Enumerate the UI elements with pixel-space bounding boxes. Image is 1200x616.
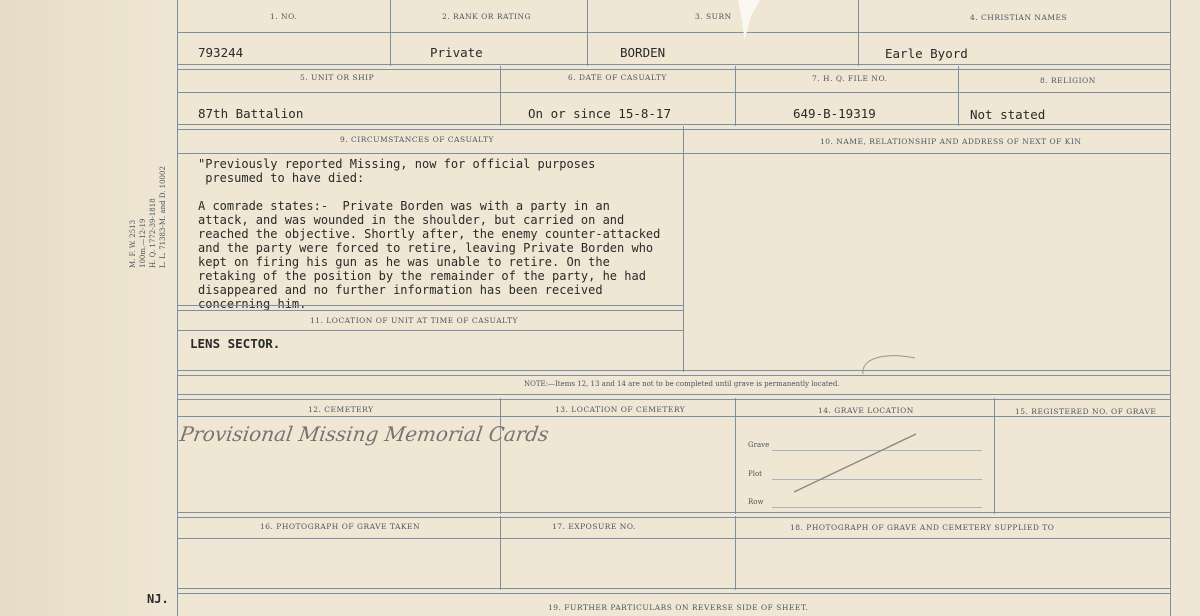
value-date: On or since 15-8-17 — [528, 106, 671, 121]
label-unit: 5. UNIT OR SHIP — [300, 73, 375, 82]
value-christian-names: Earle Byord — [885, 46, 968, 61]
row6-top-line — [177, 512, 1170, 518]
note-text: NOTE:—Items 12, 13 and 14 are not to be completed until grave is permanently located. — [524, 380, 840, 388]
label-row: Row — [748, 498, 764, 506]
label-religion: 8. RELIGION — [1040, 76, 1096, 85]
label-further: 19. FURTHER PARTICULARS ON REVERSE SIDE OF SHEET. — [548, 603, 809, 612]
label-location-cemetery: 13. LOCATION OF CEMETERY — [555, 405, 686, 414]
row5-top-line — [177, 394, 1170, 400]
label-date: 6. DATE OF CASUALTY — [568, 73, 667, 82]
value-surname: BORDEN — [620, 45, 666, 60]
value-no: 793244 — [198, 45, 244, 60]
label-no: 1. NO. — [270, 12, 298, 21]
label-cemetery: 12. CEMETERY — [308, 405, 374, 414]
value-cemetery-handwritten: Provisional Missing Memorial Cards — [178, 422, 551, 446]
torn-corner — [738, 0, 760, 40]
label-photo-taken: 16. PHOTOGRAPH OF GRAVE TAKEN — [260, 522, 421, 531]
label-next-of-kin: 10. NAME, RELATIONSHIP AND ADDRESS OF NEXT OF KIN — [820, 137, 1082, 146]
row4-top-line — [177, 305, 683, 311]
value-rank: Private — [430, 45, 483, 60]
label-photo-supplied: 18. PHOTOGRAPH OF GRAVE AND CEMETERY SUPPLIED TO — [790, 523, 1055, 532]
nj-stamp: NJ. — [147, 592, 169, 606]
value-hq-file: 649-B-19319 — [793, 106, 876, 121]
label-registered-no: 15. REGISTERED NO. OF GRAVE — [1015, 407, 1157, 416]
card-margin — [0, 0, 170, 616]
value-location-unit: LENS SECTOR. — [190, 336, 281, 351]
label-grave-location: 14. GRAVE LOCATION — [818, 406, 914, 415]
row3-top-line — [177, 124, 1170, 130]
label-circumstances: 9. CIRCUMSTANCES OF CASUALTY — [340, 135, 494, 144]
label-rank: 2. RANK OR RATING — [442, 12, 532, 21]
circumstances-text: "Previously reported Missing, now for official purposes presumed to have died: A comrade states:- Private Borden was with a party in an attack, and was wounded in the shoulder, but carried on and reached the objective. Shortly after, the enemy counter-attacked and the party were forced to retire, leaving Private Borden who kept on firing his gun as he was unable to retire. On the retaking of the position by the remainder of the party, he had disappeared and no further information has been received concerning him. — [198, 157, 661, 311]
label-hq-file: 7. H. Q. FILE NO. — [812, 74, 888, 83]
note-top-line — [177, 370, 1170, 376]
label-exposure: 17. EXPOSURE NO. — [552, 522, 636, 531]
row1-header-line — [177, 32, 1170, 33]
diagonal-strike-mark — [790, 430, 920, 496]
value-religion: Not stated — [970, 107, 1046, 122]
row2-top-line — [177, 64, 1170, 70]
label-location-unit: 11. LOCATION OF UNIT AT TIME OF CASUALTY — [310, 316, 518, 325]
label-christian-names: 4. CHRISTIAN NAMES — [970, 13, 1068, 22]
row7-top-line — [177, 588, 1170, 594]
right-border — [1170, 0, 1171, 616]
value-unit: 87th Battalion — [198, 106, 304, 121]
label-surname: 3. SURN — [695, 12, 732, 21]
side-print-code: M. F. W. 2513 100m.—12-19 H. Q. 1772-39-1818 L. L. 71383-M. and D. 10002 — [129, 166, 167, 268]
label-plot: Plot — [748, 470, 762, 478]
label-grave: Grave — [748, 441, 770, 449]
